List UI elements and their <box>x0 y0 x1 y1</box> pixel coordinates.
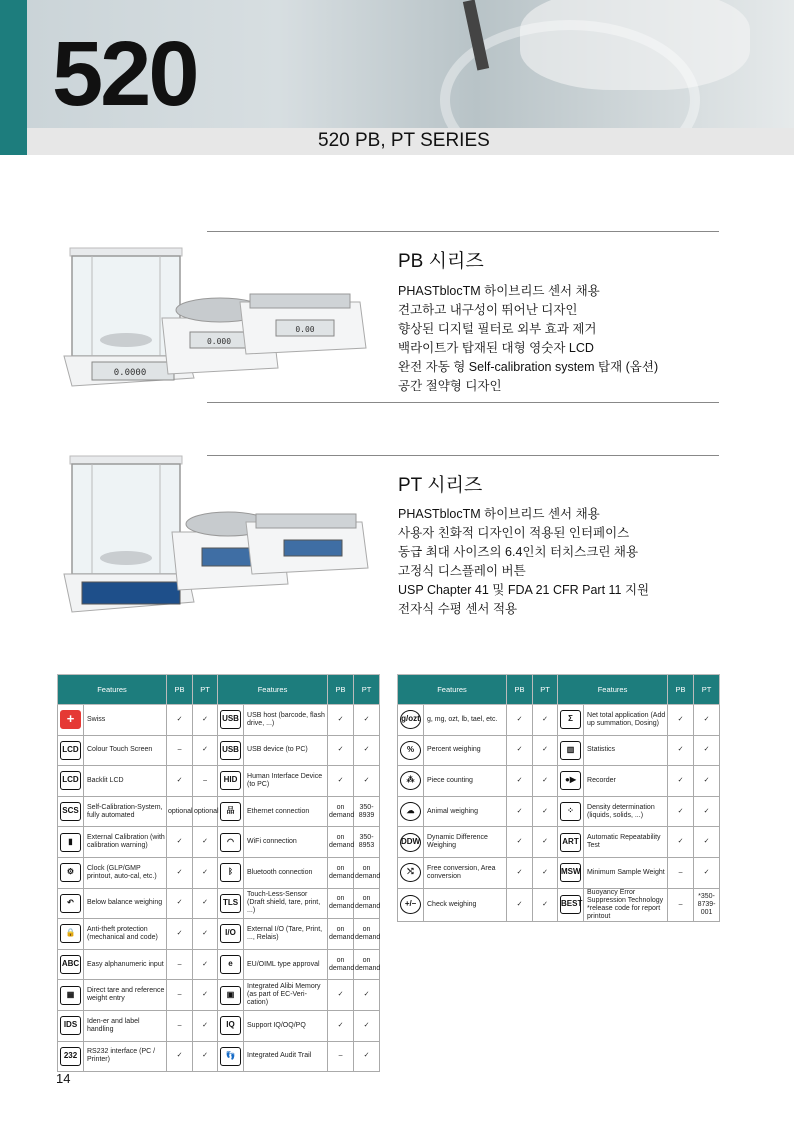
icon-cell <box>398 766 424 797</box>
sum-icon: Σ <box>560 710 581 729</box>
recorder-icon: ●▶ <box>560 771 581 790</box>
check-weighing-icon: +/– <box>400 895 421 914</box>
pb-value: – <box>167 735 193 766</box>
table-header-row <box>58 675 380 705</box>
pb-value: ✓ <box>668 735 694 766</box>
icon-cell <box>218 705 244 736</box>
pt-value: ✓ <box>193 888 218 919</box>
table-row <box>58 766 380 797</box>
ethernet-icon: 品 <box>220 802 241 821</box>
feature-label: Free conversion, Area conversion <box>424 857 507 888</box>
icon-cell <box>218 796 244 827</box>
icon-cell <box>218 1010 244 1041</box>
feature-label: External Calibration (with calibration warning) <box>84 827 167 858</box>
ddw-icon: DDW <box>400 833 421 852</box>
msw-icon: MSW <box>560 863 581 882</box>
table-row <box>58 857 380 888</box>
feature-label: Human Interface Device (to PC) <box>244 766 328 797</box>
pt-value: – <box>193 766 218 797</box>
pt-value: on demand <box>354 857 380 888</box>
pb-value: on demand <box>328 919 354 950</box>
icon-cell <box>58 796 84 827</box>
icon-cell <box>218 919 244 950</box>
pt-feature: PHASTblocTM 하이브리드 센서 채용 <box>398 507 600 521</box>
lcd-bl-icon: LCD <box>60 771 81 790</box>
table-row <box>398 735 720 766</box>
pt-value: ✓ <box>533 857 558 888</box>
calibration-weight-icon: ▮ <box>60 833 81 852</box>
pt-value: on demand <box>354 888 380 919</box>
icon-cell <box>218 1041 244 1072</box>
animal-icon: ☁ <box>400 802 421 821</box>
pt-value: 350-8953 <box>354 827 380 858</box>
percent-icon: % <box>400 741 421 760</box>
feature-label: Colour Touch Screen <box>84 735 167 766</box>
pb-feature: PHASTblocTM 하이브리드 센서 채용 <box>398 284 600 298</box>
svg-text:0.00: 0.00 <box>295 325 315 334</box>
pb-value: ✓ <box>507 796 533 827</box>
eu-approval-icon: e <box>220 955 241 974</box>
icon-cell <box>218 827 244 858</box>
feature-label: Percent weighing <box>424 735 507 766</box>
icon-cell <box>218 857 244 888</box>
feature-label: Piece counting <box>424 766 507 797</box>
feature-label: Direct tare and reference weight entry <box>84 980 167 1011</box>
feature-label: Minimum Sample Weight <box>584 857 668 888</box>
pb-feature-list <box>398 282 658 396</box>
pt-value: ✓ <box>694 827 720 858</box>
feature-label: Clock (GLP/GMP printout, auto-cal, etc.) <box>84 857 167 888</box>
rs232-icon: 232 <box>60 1047 81 1066</box>
icon-cell <box>558 766 584 797</box>
pt-value: ✓ <box>193 919 218 950</box>
feature-label: Animal weighing <box>424 796 507 827</box>
model-number: 520 <box>52 23 197 125</box>
pt-feature: 동급 최대 사이즈의 6.4인치 터치스크린 채용 <box>398 545 639 559</box>
best-icon: BEST <box>560 895 581 914</box>
pt-value: 350-8939 <box>354 796 380 827</box>
pt-value: ✓ <box>533 705 558 736</box>
feature-label: Swiss <box>84 705 167 736</box>
feature-label: Backlit LCD <box>84 766 167 797</box>
pt-feature-list <box>398 505 649 619</box>
pb-feature: 완전 자동 형 Self-calibration system 탑재 (옵션) <box>398 360 659 374</box>
icon-cell <box>58 766 84 797</box>
pb-value: ✓ <box>328 705 354 736</box>
pt-value: ✓ <box>533 827 558 858</box>
feature-label: Dynamic Difference Weighing <box>424 827 507 858</box>
page-number: 14 <box>56 1071 71 1086</box>
piece-count-icon: ⁂ <box>400 771 421 790</box>
icon-cell <box>558 827 584 858</box>
feature-label: Recorder <box>584 766 668 797</box>
pb-value: – <box>668 857 694 888</box>
pt-value: ✓ <box>694 766 720 797</box>
table-header-row <box>398 675 720 705</box>
feature-label: WiFi connection <box>244 827 328 858</box>
table-row <box>398 705 720 736</box>
icon-cell <box>558 735 584 766</box>
icon-cell <box>218 980 244 1011</box>
header-features: Features <box>558 675 668 705</box>
feature-label: Iden-er and label handling <box>84 1010 167 1041</box>
icon-cell <box>558 796 584 827</box>
icon-cell <box>558 705 584 736</box>
feature-label: Touch-Less-Sensor (Draft shield, tare, print, ...) <box>244 888 328 919</box>
conversion-icon: ⤭ <box>400 863 421 882</box>
pb-value: on demand <box>328 949 354 980</box>
pb-value: ✓ <box>328 766 354 797</box>
pb-value: ✓ <box>167 827 193 858</box>
table-row <box>58 888 380 919</box>
pt-balances-image <box>62 452 380 632</box>
icon-cell <box>398 827 424 858</box>
header-pt: PT <box>354 675 380 705</box>
table-row <box>398 796 720 827</box>
pb-value: ✓ <box>328 980 354 1011</box>
pb-value: on demand <box>328 857 354 888</box>
feature-label: USB host (barcode, flash drive, ...) <box>244 705 328 736</box>
pt-value: ✓ <box>193 827 218 858</box>
pb-value: on demand <box>328 796 354 827</box>
pb-value: – <box>668 888 694 921</box>
feature-label: Self-Calibration-System, fully automated <box>84 796 167 827</box>
icon-cell <box>398 735 424 766</box>
usb-device-icon: USB <box>220 741 241 760</box>
art-icon: ART <box>560 833 581 852</box>
pt-value: ✓ <box>193 857 218 888</box>
pt-value: ✓ <box>533 735 558 766</box>
pt-value: ✓ <box>694 796 720 827</box>
icon-cell <box>58 735 84 766</box>
bluetooth-icon: ᛒ <box>220 863 241 882</box>
pb-value: on demand <box>328 827 354 858</box>
feature-label: Below balance weighing <box>84 888 167 919</box>
statistics-icon: ▥ <box>560 741 581 760</box>
icon-cell <box>398 705 424 736</box>
table-row <box>398 888 720 921</box>
icon-cell <box>58 1010 84 1041</box>
pt-value: on demand <box>354 919 380 950</box>
icon-cell <box>218 888 244 919</box>
pb-value: ✓ <box>507 766 533 797</box>
clock-icon: ⚙ <box>60 863 81 882</box>
pt-value: ✓ <box>354 735 380 766</box>
units-icon: g/ozt <box>400 710 421 729</box>
icon-cell <box>58 857 84 888</box>
pt-value: ✓ <box>193 735 218 766</box>
table-row <box>58 827 380 858</box>
pb-heading: PB 시리즈 <box>398 251 484 272</box>
pt-value: ✓ <box>193 1010 218 1041</box>
table-row <box>58 796 380 827</box>
feature-label: Density determination (liquids, solids, ...) <box>584 796 668 827</box>
swiss-cross-icon: + <box>60 710 81 729</box>
header-pt: PT <box>694 675 720 705</box>
usb-host-icon: USB <box>220 710 241 729</box>
pt-top-rule <box>207 455 719 456</box>
iq-oq-pq-icon: IQ <box>220 1016 241 1035</box>
pb-feature: 견고하고 내구성이 뛰어난 디자인 <box>398 303 578 317</box>
pb-bottom-rule <box>207 402 719 403</box>
icon-cell <box>58 827 84 858</box>
keypad-icon: ▦ <box>60 986 81 1005</box>
alibi-memory-icon: ▣ <box>220 986 241 1005</box>
series-title: 520 PB, PT SERIES <box>318 130 490 151</box>
pb-value: on demand <box>328 888 354 919</box>
pt-value: ✓ <box>533 796 558 827</box>
icon-cell <box>58 949 84 980</box>
feature-label: External I/O (Tare, Print, ..., Relais) <box>244 919 328 950</box>
feature-label: Check weighing <box>424 888 507 921</box>
svg-text:0.0000: 0.0000 <box>113 368 147 378</box>
header-features: Features <box>58 675 167 705</box>
header-pb: PB <box>167 675 193 705</box>
table-row <box>398 857 720 888</box>
pb-value: optional <box>167 796 193 827</box>
pb-value: – <box>167 980 193 1011</box>
header-features: Features <box>218 675 328 705</box>
pt-feature: 사용자 친화적 디자인이 적용된 인터페이스 <box>398 526 630 540</box>
feature-label: Integrated Alibi Memory (as part of EC-Veri-cation) <box>244 980 328 1011</box>
scs-icon: SCS <box>60 802 81 821</box>
accent-bar <box>0 0 27 155</box>
pt-value: ✓ <box>193 980 218 1011</box>
pb-value: ✓ <box>167 888 193 919</box>
pt-value: ✓ <box>694 735 720 766</box>
io-icon: I/O <box>220 924 241 943</box>
header-pb: PB <box>507 675 533 705</box>
pt-value: optional <box>193 796 218 827</box>
svg-text:0.000: 0.000 <box>206 337 232 346</box>
feature-label: Ethernet connection <box>244 796 328 827</box>
feature-label: Statistics <box>584 735 668 766</box>
pb-feature: 공간 절약형 디자인 <box>398 379 502 393</box>
pb-value: ✓ <box>668 766 694 797</box>
pb-value: – <box>328 1041 354 1072</box>
icon-cell <box>58 1041 84 1072</box>
below-balance-icon: ↶ <box>60 894 81 913</box>
lock-icon: 🔒 <box>60 924 81 943</box>
pt-value: on demand <box>354 949 380 980</box>
density-icon: ⁘ <box>560 802 581 821</box>
pb-value: ✓ <box>507 857 533 888</box>
pb-value: ✓ <box>507 735 533 766</box>
pb-top-rule <box>207 231 719 232</box>
ids-icon: IDS <box>60 1016 81 1035</box>
table-row <box>58 980 380 1011</box>
table-row <box>58 735 380 766</box>
pb-value: ✓ <box>167 919 193 950</box>
pb-value: – <box>167 949 193 980</box>
pt-value: ✓ <box>193 1041 218 1072</box>
pt-value: ✓ <box>694 705 720 736</box>
pt-value: ✓ <box>533 888 558 921</box>
pb-value: ✓ <box>507 827 533 858</box>
hid-icon: HID <box>220 771 241 790</box>
icon-cell <box>218 735 244 766</box>
icon-cell <box>58 888 84 919</box>
pt-value: ✓ <box>354 1041 380 1072</box>
pt-value: *350-8739-001 <box>694 888 720 921</box>
pb-feature: 향상된 디지털 필터로 외부 효과 제거 <box>398 322 597 336</box>
table-row <box>398 766 720 797</box>
header-pt: PT <box>193 675 218 705</box>
pt-value: ✓ <box>354 1010 380 1041</box>
pt-feature: 전자식 수평 센서 적용 <box>398 602 518 616</box>
pb-value: ✓ <box>167 705 193 736</box>
feature-label: g, mg, ozt, lb, tael, etc. <box>424 705 507 736</box>
pt-value: ✓ <box>694 857 720 888</box>
icon-cell <box>218 766 244 797</box>
feature-label: EU/OIML type approval <box>244 949 328 980</box>
pb-value: ✓ <box>668 796 694 827</box>
pb-value: ✓ <box>507 888 533 921</box>
header-pb: PB <box>328 675 354 705</box>
features-table-right <box>397 674 720 922</box>
pb-value: ✓ <box>167 857 193 888</box>
pt-value: ✓ <box>354 705 380 736</box>
pt-value: ✓ <box>533 766 558 797</box>
feature-label: Support IQ/OQ/PQ <box>244 1010 328 1041</box>
feature-label: Buoyancy Error Suppression Technology *release code for report printout <box>584 888 668 921</box>
feature-label: Easy alphanumeric input <box>84 949 167 980</box>
pb-value: ✓ <box>328 735 354 766</box>
pb-balances-image <box>62 228 380 408</box>
icon-cell <box>58 980 84 1011</box>
pb-value: ✓ <box>167 1041 193 1072</box>
feature-label: Net total application (Add up summation, Dosing) <box>584 705 668 736</box>
pb-value: ✓ <box>507 705 533 736</box>
table-row <box>398 827 720 858</box>
icon-cell <box>558 888 584 921</box>
header-pt: PT <box>533 675 558 705</box>
pt-value: ✓ <box>193 949 218 980</box>
pb-value: – <box>167 1010 193 1041</box>
abc-icon: ABC <box>60 955 81 974</box>
pb-value: ✓ <box>668 705 694 736</box>
feature-label: USB device (to PC) <box>244 735 328 766</box>
pt-feature: USP Chapter 41 및 FDA 21 CFR Part 11 지원 <box>398 583 650 597</box>
pt-heading: PT 시리즈 <box>398 475 483 496</box>
pt-value: ✓ <box>354 766 380 797</box>
pt-value: ✓ <box>193 705 218 736</box>
feature-label: RS232 interface (PC / Printer) <box>84 1041 167 1072</box>
header-features: Features <box>398 675 507 705</box>
feature-label: Automatic Repeatability Test <box>584 827 668 858</box>
pb-feature: 백라이트가 탑재된 대형 영숫자 LCD <box>398 341 594 355</box>
header-pb: PB <box>668 675 694 705</box>
icon-cell <box>398 796 424 827</box>
feature-label: Bluetooth connection <box>244 857 328 888</box>
table-row <box>58 1041 380 1072</box>
icon-cell <box>558 857 584 888</box>
tls-icon: TLS <box>220 894 241 913</box>
feature-label: Anti-theft protection (mechanical and code) <box>84 919 167 950</box>
icon-cell <box>398 857 424 888</box>
audit-trail-icon: 👣 <box>220 1047 241 1066</box>
pt-feature: 고정식 디스플레이 버튼 <box>398 564 526 578</box>
pt-value: ✓ <box>354 980 380 1011</box>
lcd-ts-icon: LCD <box>60 741 81 760</box>
pb-value: ✓ <box>328 1010 354 1041</box>
table-row <box>58 949 380 980</box>
icon-cell <box>218 949 244 980</box>
wifi-icon: ◠ <box>220 833 241 852</box>
pb-value: ✓ <box>668 827 694 858</box>
features-table-left <box>57 674 380 1072</box>
icon-cell <box>58 919 84 950</box>
icon-cell <box>58 705 84 736</box>
pb-value: ✓ <box>167 766 193 797</box>
table-row <box>58 919 380 950</box>
table-row <box>58 705 380 736</box>
icon-cell <box>398 888 424 921</box>
feature-label: Integrated Audit Trail <box>244 1041 328 1072</box>
table-row <box>58 1010 380 1041</box>
